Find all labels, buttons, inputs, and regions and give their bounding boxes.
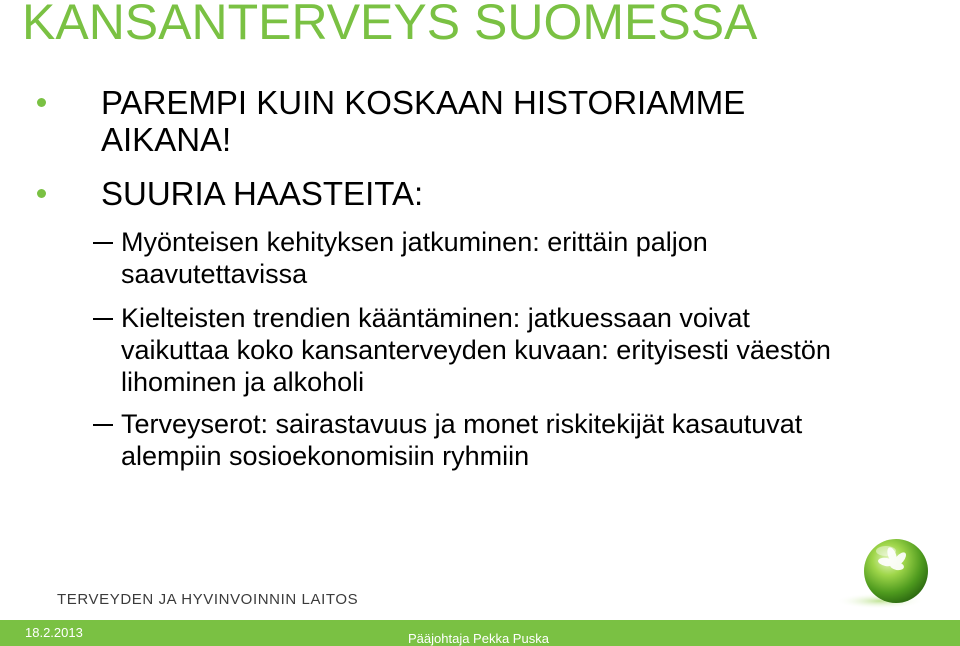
bullet-dot-icon [37,98,46,107]
bullet-item [0,84,861,158]
footer-presenter: Pääjohtaja Pekka Puska [408,631,549,646]
footer-date: 18.2.2013 [25,625,83,640]
slide-title: KANSANTERVEYS SUOMESSA [22,0,758,50]
sub-bullet-item [0,302,861,398]
dash-icon [93,424,113,426]
dash-icon [93,242,113,244]
slide-content [0,84,960,472]
sub-bullet-item [0,226,861,290]
sub-bullet-text: Terveyserot: sairastavuus ja monet riskitekijät kasautuvat alempiin sosioekonomisiin ryhmiin [121,409,803,471]
green-sphere-flower-logo-icon [834,535,934,613]
footer-bar [0,620,960,646]
dash-icon [93,318,113,320]
bullet-item [0,175,861,212]
bullet-dot-icon [37,189,46,198]
sub-bullet-text: Myönteisen kehityksen jatkuminen: erittäin paljon saavutettavissa [121,227,708,289]
sub-bullet-text: Kielteisten trendien kääntäminen: jatkuessaan voivat vaikuttaa koko kansanterveyden kuvaan: erityisesti väestön lihominen ja alkoholi [121,303,831,397]
organization-name: TERVEYDEN JA HYVINVOINNIN LAITOS [57,591,359,608]
bullet-text: PAREMPI KUIN KOSKAAN HISTORIAMME AIKANA! [101,84,746,158]
bullet-text: SUURIA HAASTEITA: [101,175,424,212]
sub-bullet-item [0,408,861,472]
